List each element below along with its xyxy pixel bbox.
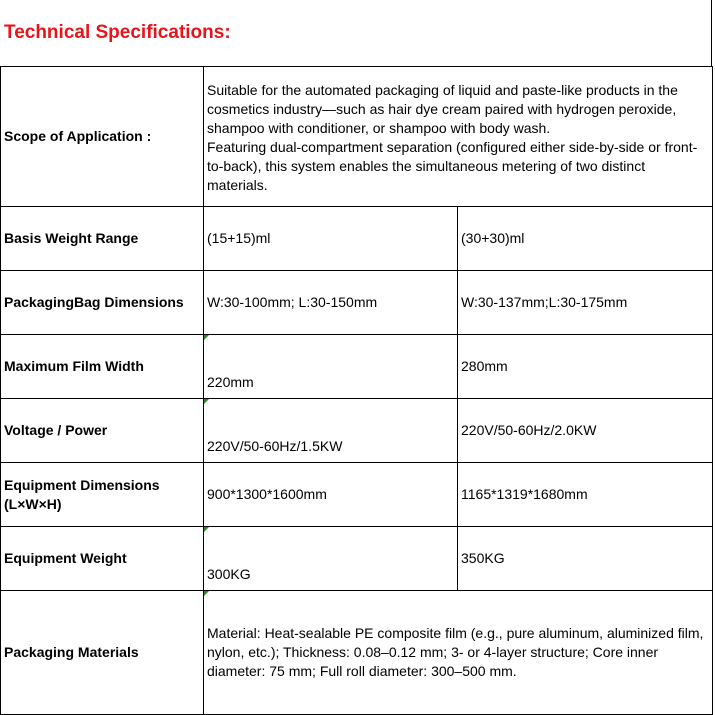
label-scope: Scope of Application :	[1, 67, 204, 207]
value-bag-dimensions-1: W:30-100mm; L:30-150mm	[204, 271, 458, 335]
value-equipment-weight-2: 350KG	[458, 527, 713, 591]
value-film-width-1: 220mm	[204, 335, 458, 399]
value-voltage-1: 220V/50-60Hz/1.5KW	[204, 399, 458, 463]
value-packaging-materials: Material: Heat-sealable PE composite film (e.g., pure aluminum, aluminized film, nylon, etc.); Thickness: 0.08–0.12 mm; 3- or 4-layer structure; Core inner diameter: 75 mm; Full roll diameter: 300–500 mm.	[204, 591, 713, 715]
value-weight-range-2: (30+30)ml	[458, 207, 713, 271]
value-weight-range-1: (15+15)ml	[204, 207, 458, 271]
table-row-weight-range	[1, 207, 713, 271]
label-film-width: Maximum Film Width	[1, 335, 204, 399]
value-equipment-dimensions-1: 900*1300*1600mm	[204, 463, 458, 527]
value-voltage-2: 220V/50-60Hz/2.0KW	[458, 399, 713, 463]
label-packaging-materials: Packaging Materials	[1, 591, 204, 715]
value-film-width-2: 280mm	[458, 335, 713, 399]
label-voltage: Voltage / Power	[1, 399, 204, 463]
label-equipment-weight: Equipment Weight	[1, 527, 204, 591]
table-row-voltage	[1, 399, 713, 463]
spec-table	[0, 66, 713, 715]
value-bag-dimensions-2: W:30-137mm;L:30-175mm	[458, 271, 713, 335]
table-row-equipment-dimensions	[1, 463, 713, 527]
table-row-film-width	[1, 335, 713, 399]
title-row	[0, 0, 712, 66]
label-equipment-dimensions: Equipment Dimensions (L×W×H)	[1, 463, 204, 527]
value-scope	[204, 67, 713, 207]
scope-text-1: Suitable for the automated packaging of liquid and paste-like products in the cosmetics industry—such as hair dye cream paired with hydrogen peroxide, shampoo with conditioner, or shampoo with body wash.	[207, 82, 678, 136]
label-bag-dimensions: PackagingBag Dimensions	[1, 271, 204, 335]
value-equipment-dimensions-2: 1165*1319*1680mm	[458, 463, 713, 527]
label-weight-range: Basis Weight Range	[1, 207, 204, 271]
value-equipment-weight-1: 300KG	[204, 527, 458, 591]
page-title: Technical Specifications:	[4, 22, 231, 43]
table-row-bag-dimensions	[1, 271, 713, 335]
table-row-packaging-materials	[1, 591, 713, 715]
table-row-equipment-weight	[1, 527, 713, 591]
scope-text-2: Featuring dual-compartment separation (configured either side-by-side or front-to-back), this system enables the simultaneous metering of two distinct materials.	[207, 139, 698, 193]
table-row-scope	[1, 67, 713, 207]
